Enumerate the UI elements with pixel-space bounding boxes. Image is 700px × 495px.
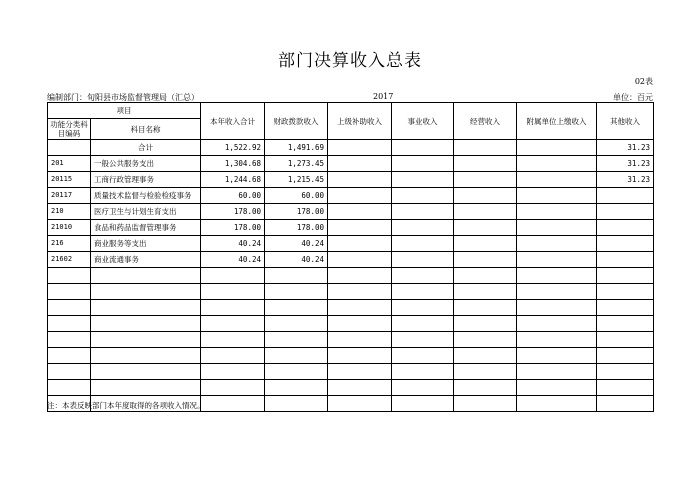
cell-other: 31.23 (597, 140, 654, 156)
cell-fiscal: 1,491.69 (265, 140, 328, 156)
cell-total: 1,304.68 (201, 156, 265, 172)
empty-cell (454, 300, 517, 316)
header-fiscal: 财政拨款收入 (265, 103, 328, 140)
empty-cell (597, 332, 654, 348)
empty-cell (597, 348, 654, 364)
cell-name: 工商行政管理事务 (91, 172, 201, 188)
cell-code (48, 140, 91, 156)
cell-business (392, 220, 454, 236)
empty-cell (517, 348, 597, 364)
empty-cell (392, 348, 454, 364)
empty-cell (265, 332, 328, 348)
empty-cell (91, 348, 201, 364)
empty-cell (265, 380, 328, 396)
cell-affiliated (517, 172, 597, 188)
header-operating: 经营收入 (454, 103, 517, 140)
empty-row (48, 332, 654, 348)
empty-cell (48, 364, 91, 380)
empty-cell (328, 316, 392, 332)
cell-operating (454, 204, 517, 220)
empty-row (48, 364, 654, 380)
empty-cell (517, 380, 597, 396)
cell-business (392, 252, 454, 268)
cell-operating (454, 156, 517, 172)
empty-cell (517, 332, 597, 348)
empty-row (48, 316, 654, 332)
empty-cell (517, 396, 597, 412)
cell-affiliated (517, 236, 597, 252)
empty-cell (48, 348, 91, 364)
cell-operating (454, 220, 517, 236)
table-body (48, 140, 654, 412)
empty-cell (328, 396, 392, 412)
empty-cell (328, 284, 392, 300)
header-subject-name: 科目名称 (91, 119, 201, 140)
empty-cell (91, 380, 201, 396)
empty-cell (91, 332, 201, 348)
empty-cell (48, 332, 91, 348)
table-row (48, 204, 654, 220)
empty-cell (597, 268, 654, 284)
empty-cell (265, 268, 328, 284)
empty-cell (517, 268, 597, 284)
org-label: 编制部门：旬阳县市场监督管理局（汇总） (47, 93, 199, 102)
cell-code: 201 (48, 156, 91, 172)
table-row (48, 140, 654, 156)
empty-cell (392, 364, 454, 380)
empty-cell (91, 284, 201, 300)
cell-total: 40.24 (201, 236, 265, 252)
cell-other (597, 188, 654, 204)
empty-row (48, 300, 654, 316)
empty-cell (454, 332, 517, 348)
cell-code: 216 (48, 236, 91, 252)
meta-row (47, 92, 653, 102)
cell-upper (328, 220, 392, 236)
empty-cell (328, 332, 392, 348)
table-row (48, 220, 654, 236)
cell-other (597, 220, 654, 236)
cell-affiliated (517, 156, 597, 172)
cell-other (597, 252, 654, 268)
cell-name: 食品和药品监督管理事务 (91, 220, 201, 236)
empty-cell (201, 332, 265, 348)
header-business: 事业收入 (392, 103, 454, 140)
empty-cell (328, 268, 392, 284)
empty-cell (517, 316, 597, 332)
empty-cell (201, 316, 265, 332)
cell-name: 一般公共服务支出 (91, 156, 201, 172)
empty-cell (454, 284, 517, 300)
cell-name: 商业流通事务 (91, 252, 201, 268)
cell-fiscal: 178.00 (265, 204, 328, 220)
empty-cell (201, 380, 265, 396)
cell-affiliated (517, 220, 597, 236)
empty-cell (201, 396, 265, 412)
table-row (48, 172, 654, 188)
cell-operating (454, 172, 517, 188)
table-row (48, 156, 654, 172)
empty-cell (597, 284, 654, 300)
empty-cell (597, 316, 654, 332)
cell-name: 商业服务等支出 (91, 236, 201, 252)
cell-fiscal: 1,273.45 (265, 156, 328, 172)
cell-upper (328, 204, 392, 220)
cell-upper (328, 172, 392, 188)
empty-cell (392, 284, 454, 300)
cell-total: 60.00 (201, 188, 265, 204)
cell-operating (454, 252, 517, 268)
empty-cell (265, 364, 328, 380)
report-title: 部门决算收入总表 (278, 51, 422, 71)
empty-cell (201, 300, 265, 316)
header-upper-subsidy: 上级补助收入 (328, 103, 392, 140)
cell-upper (328, 252, 392, 268)
empty-cell (328, 300, 392, 316)
cell-business (392, 172, 454, 188)
empty-cell (201, 348, 265, 364)
empty-cell (454, 396, 517, 412)
header-affiliated: 附属单位上缴收入 (517, 103, 597, 140)
empty-cell (517, 300, 597, 316)
cell-upper (328, 156, 392, 172)
cell-operating (454, 140, 517, 156)
empty-cell (454, 316, 517, 332)
empty-cell (48, 268, 91, 284)
empty-cell (48, 284, 91, 300)
cell-other: 31.23 (597, 156, 654, 172)
header-total-income: 本年收入合计 (201, 103, 265, 140)
empty-cell (265, 396, 328, 412)
empty-cell (91, 300, 201, 316)
cell-upper (328, 188, 392, 204)
empty-cell (392, 316, 454, 332)
empty-cell (265, 348, 328, 364)
cell-fiscal: 60.00 (265, 188, 328, 204)
empty-cell (454, 364, 517, 380)
empty-cell (48, 380, 91, 396)
empty-cell (597, 300, 654, 316)
cell-total: 178.00 (201, 220, 265, 236)
form-number: 02表 (634, 77, 653, 86)
cell-name: 质量技术监督与检验检疫事务 (91, 188, 201, 204)
empty-cell (454, 348, 517, 364)
cell-fiscal: 1,215.45 (265, 172, 328, 188)
empty-cell (265, 284, 328, 300)
cell-operating (454, 236, 517, 252)
empty-row (48, 268, 654, 284)
cell-other (597, 204, 654, 220)
empty-cell (265, 300, 328, 316)
cell-code: 20117 (48, 188, 91, 204)
cell-upper (328, 140, 392, 156)
cell-upper (328, 236, 392, 252)
cell-total: 1,522.92 (201, 140, 265, 156)
empty-cell (392, 380, 454, 396)
cell-affiliated (517, 252, 597, 268)
cell-affiliated (517, 204, 597, 220)
empty-cell (392, 332, 454, 348)
unit-label: 单位：百元 (613, 93, 653, 102)
empty-cell (454, 268, 517, 284)
empty-cell (91, 268, 201, 284)
cell-total: 1,244.68 (201, 172, 265, 188)
empty-cell (91, 364, 201, 380)
header-other: 其他收入 (597, 103, 654, 140)
cell-name: 合计 (91, 140, 201, 156)
cell-total: 40.24 (201, 252, 265, 268)
empty-cell (328, 364, 392, 380)
empty-cell (392, 268, 454, 284)
empty-cell (91, 316, 201, 332)
cell-fiscal: 40.24 (265, 252, 328, 268)
empty-cell (48, 316, 91, 332)
empty-row (48, 380, 654, 396)
footnote: 注：本表反映部门本年度取得的各项收入情况。 (47, 401, 205, 410)
empty-cell (201, 268, 265, 284)
cell-code: 20115 (48, 172, 91, 188)
report-year: 2017 (373, 92, 394, 101)
empty-cell (597, 396, 654, 412)
empty-cell (48, 300, 91, 316)
empty-cell (517, 364, 597, 380)
empty-cell (597, 380, 654, 396)
empty-cell (201, 284, 265, 300)
cell-affiliated (517, 140, 597, 156)
cell-other: 31.23 (597, 172, 654, 188)
empty-cell (597, 364, 654, 380)
header-project: 项目 (48, 103, 201, 119)
empty-row (48, 348, 654, 364)
cell-fiscal: 40.24 (265, 236, 328, 252)
cell-code: 210 (48, 204, 91, 220)
empty-cell (392, 396, 454, 412)
table-row (48, 188, 654, 204)
cell-business (392, 140, 454, 156)
empty-cell (328, 348, 392, 364)
cell-business (392, 236, 454, 252)
empty-cell (328, 380, 392, 396)
empty-cell (265, 316, 328, 332)
empty-cell (454, 380, 517, 396)
cell-operating (454, 188, 517, 204)
empty-row (48, 284, 654, 300)
cell-code: 21010 (48, 220, 91, 236)
cell-other (597, 236, 654, 252)
table-row (48, 236, 654, 252)
cell-affiliated (517, 188, 597, 204)
income-table (47, 102, 654, 412)
cell-business (392, 156, 454, 172)
table-row (48, 252, 654, 268)
empty-cell (517, 284, 597, 300)
cell-business (392, 204, 454, 220)
cell-total: 178.00 (201, 204, 265, 220)
cell-name: 医疗卫生与计划生育支出 (91, 204, 201, 220)
header-func-code: 功能分类科目编码 (48, 119, 91, 140)
empty-cell (201, 364, 265, 380)
cell-business (392, 188, 454, 204)
cell-fiscal: 178.00 (265, 220, 328, 236)
empty-cell (392, 300, 454, 316)
cell-code: 21602 (48, 252, 91, 268)
